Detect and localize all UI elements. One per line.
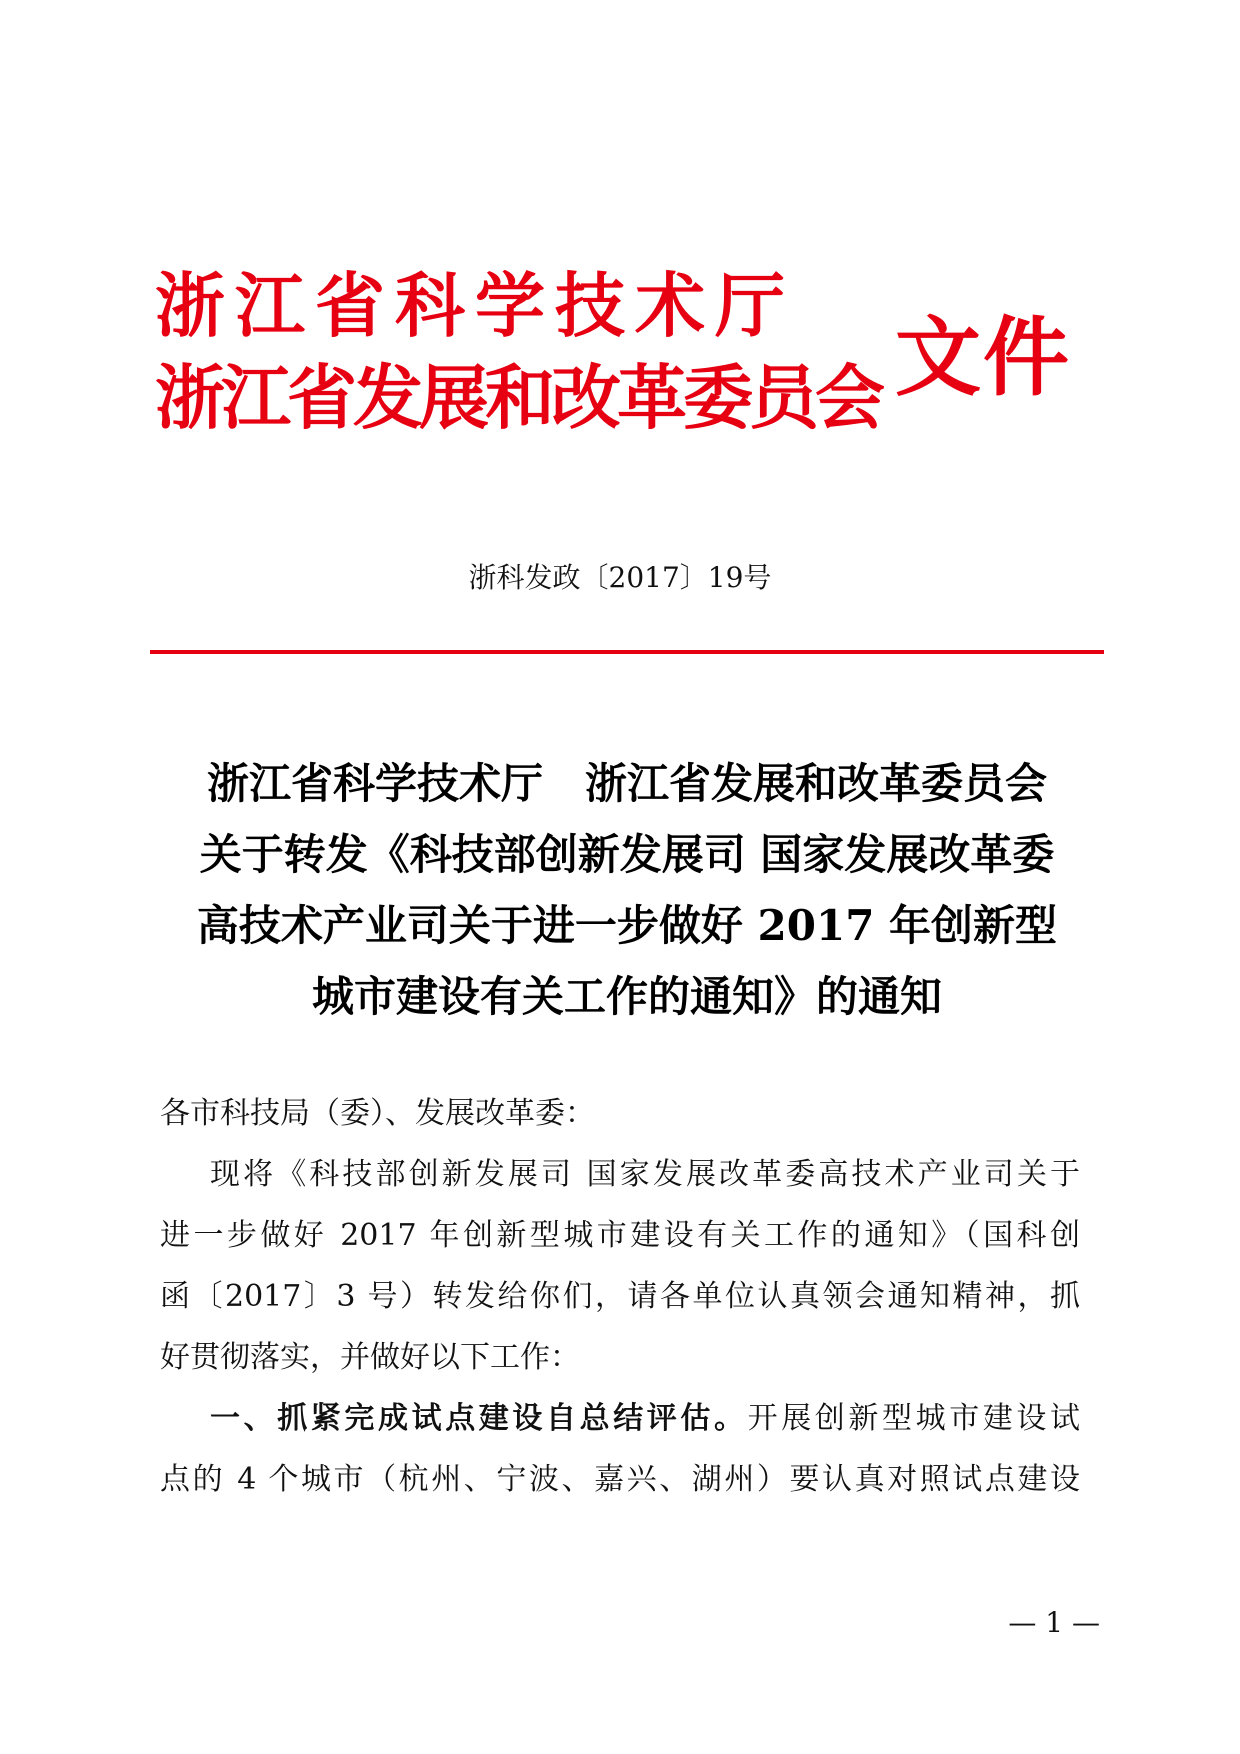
- title-line-1: 浙江省科学技术厅 浙江省发展和改革委员会: [206, 759, 1047, 808]
- paragraph-1-line-3: 函〔2017〕3 号）转发给你们，请各单位认真领会通知精神，抓: [160, 1279, 1080, 1314]
- page-number: — 1 —: [1008, 1606, 1100, 1639]
- title-line-2: 关于转发《科技部创新发展司 国家发展改革委: [199, 830, 1055, 879]
- red-separator-line: [150, 650, 1104, 654]
- document-body: [160, 1094, 1080, 1521]
- salutation: 各市科技局（委）、发展改革委：: [160, 1096, 595, 1131]
- letterhead-issuer-line-1: 浙江省科学技术厅: [155, 264, 795, 347]
- title-line-3: 高技术产业司关于进一步做好 2017 年创新型: [196, 901, 1058, 950]
- paragraph-1-line-4: 好贯彻落实，并做好以下工作：: [160, 1340, 580, 1375]
- paragraph-1-line-2: 进一步做好 2017 年创新型城市建设有关工作的通知》（国科创: [160, 1218, 1080, 1253]
- section-1-line-2: 点的 4 个城市（杭州、宁波、嘉兴、湖州）要认真对照试点建设: [160, 1462, 1080, 1497]
- letterhead: [155, 264, 1075, 458]
- paragraph-1-line-1: 现将《科技部创新发展司 国家发展改革委高技术产业司关于: [210, 1157, 1080, 1192]
- title-line-4: 城市建设有关工作的通知》的通知: [311, 972, 942, 1021]
- section-1-text-start: 开展创新型城市建设试: [747, 1401, 1081, 1436]
- section-1-heading: 一、抓紧完成试点建设自总结评估。: [210, 1401, 748, 1436]
- section-1-line-1: [160, 1399, 1080, 1460]
- document-title: [150, 748, 1104, 1032]
- letterhead-issuer-line-2: 浙江省发展和改革委员会: [155, 356, 881, 439]
- document-number: 浙科发政〔2017〕19号: [468, 561, 772, 594]
- letterhead-suffix: 文件: [895, 307, 1071, 408]
